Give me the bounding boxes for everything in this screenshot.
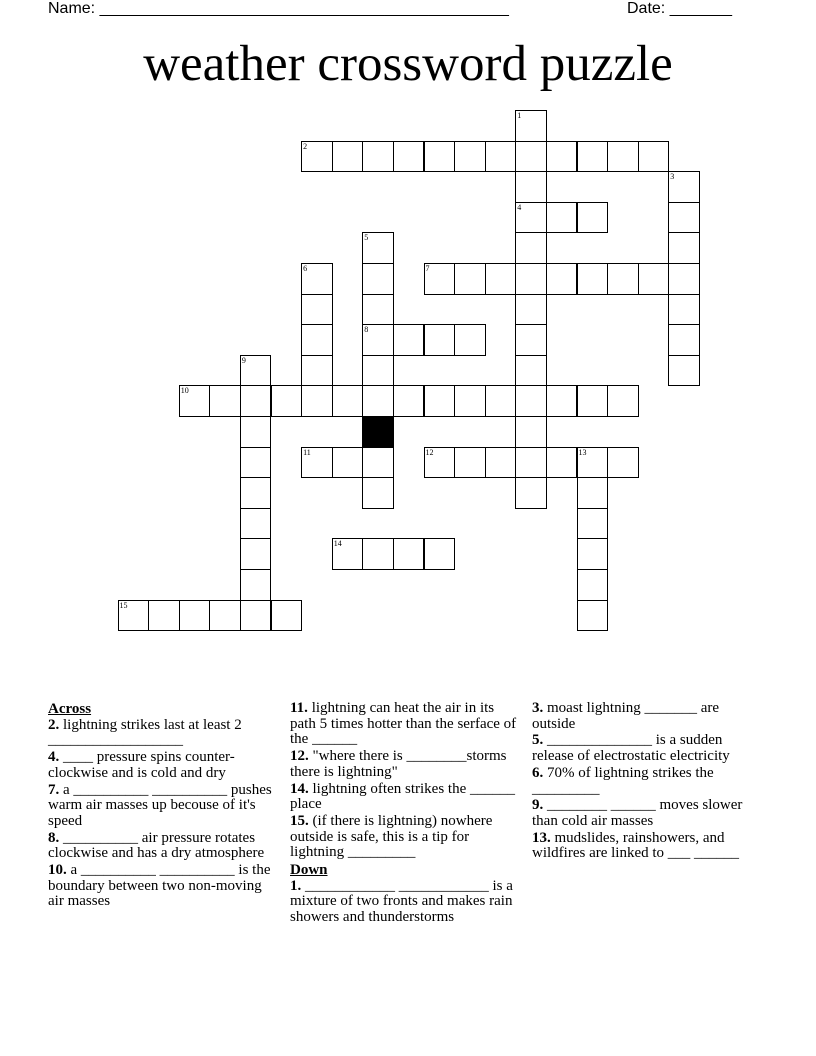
grid-cell[interactable] xyxy=(607,141,639,173)
grid-cell[interactable] xyxy=(668,294,700,326)
clue-number-label: 7 xyxy=(425,264,430,273)
grid-cell[interactable] xyxy=(362,263,394,295)
grid-cell[interactable] xyxy=(424,538,456,570)
clue-number: 15. xyxy=(290,812,309,829)
grid-cell[interactable] xyxy=(515,477,547,509)
grid-cell[interactable] xyxy=(301,263,333,295)
grid-cell[interactable] xyxy=(515,232,547,264)
clue-across-11 xyxy=(290,701,522,748)
clue-across-7 xyxy=(48,783,278,830)
grid-cell[interactable] xyxy=(240,538,272,570)
clue-text: moast lightning _______ are outside xyxy=(532,700,720,732)
grid-cell[interactable] xyxy=(424,447,456,479)
clue-number-label: 11 xyxy=(303,447,311,457)
grid-cell[interactable] xyxy=(301,447,333,479)
clue-number: 3. xyxy=(532,700,544,716)
clue-number: 14. xyxy=(290,780,309,797)
grid-cell[interactable] xyxy=(454,324,486,356)
grid-cell[interactable] xyxy=(515,202,547,234)
grid-cell[interactable] xyxy=(240,447,272,479)
clue-text: ________ ______ moves slower than cold air masses xyxy=(532,797,743,829)
grid-cell[interactable] xyxy=(240,477,272,509)
grid-cell[interactable] xyxy=(362,232,394,264)
grid-cell[interactable] xyxy=(668,263,700,295)
grid-cell[interactable] xyxy=(454,447,486,479)
grid-cell[interactable] xyxy=(577,202,609,234)
grid-cell[interactable] xyxy=(209,385,241,417)
date-field: Date: _______ xyxy=(627,0,732,17)
clue-number-label: 15 xyxy=(119,600,128,610)
grid-cell[interactable] xyxy=(668,232,700,264)
grid-cell[interactable] xyxy=(577,600,609,632)
grid-cell[interactable] xyxy=(638,263,670,295)
grid-cell[interactable] xyxy=(485,263,517,295)
down-heading: Down xyxy=(290,862,328,879)
grid-cell[interactable] xyxy=(546,263,578,295)
grid-cell[interactable] xyxy=(515,416,547,448)
grid-cell[interactable] xyxy=(515,385,547,417)
page-title: weather crossword puzzle xyxy=(143,36,673,92)
clue-across-4 xyxy=(48,750,278,781)
grid-cell[interactable] xyxy=(271,385,303,417)
grid-cell[interactable] xyxy=(638,141,670,173)
clue-across-2 xyxy=(48,718,278,749)
grid-cell[interactable] xyxy=(424,385,456,417)
grid-cell[interactable] xyxy=(240,600,272,632)
grid-cell[interactable] xyxy=(515,263,547,295)
clues-column-1 xyxy=(48,701,278,911)
grid-cell[interactable] xyxy=(362,294,394,326)
grid-cell[interactable] xyxy=(240,385,272,417)
grid-cell[interactable] xyxy=(515,355,547,387)
clue-number-label: 14 xyxy=(333,539,342,549)
grid-cell[interactable] xyxy=(668,324,700,356)
grid-cell[interactable] xyxy=(362,324,394,356)
grid-cell[interactable] xyxy=(485,141,517,173)
clue-number-label: 4 xyxy=(517,202,522,212)
grid-cell[interactable] xyxy=(393,324,425,356)
grid-cell[interactable] xyxy=(240,569,272,601)
grid-cell[interactable] xyxy=(301,294,333,326)
grid-cell[interactable] xyxy=(515,110,547,142)
clue-across-10 xyxy=(48,863,278,910)
grid-cell[interactable] xyxy=(332,141,364,173)
grid-cell[interactable] xyxy=(577,477,609,509)
clue-number-label: 9 xyxy=(241,355,246,365)
clue-down-5 xyxy=(532,733,762,764)
name-field: Name: ______________________________________________ xyxy=(48,0,509,17)
clue-across-8 xyxy=(48,831,278,862)
grid-cell[interactable] xyxy=(577,538,609,570)
grid-cell[interactable] xyxy=(362,447,394,479)
grid-cell[interactable] xyxy=(301,385,333,417)
grid-cell[interactable] xyxy=(301,324,333,356)
grid-cell[interactable] xyxy=(515,171,547,203)
grid-cell[interactable] xyxy=(179,385,211,417)
clue-down-1 xyxy=(290,879,522,926)
clue-across-14 xyxy=(290,782,522,813)
clue-text: ______________ is a sudden release of electrostatic electricity xyxy=(532,732,730,765)
clue-down-13 xyxy=(532,831,762,862)
clue-number: 8. xyxy=(48,829,60,846)
grid-cell[interactable] xyxy=(515,324,547,356)
grid-cell[interactable] xyxy=(240,416,272,448)
clue-text: lightning often strikes the ______ place xyxy=(290,780,515,813)
grid-cell[interactable] xyxy=(454,141,486,173)
clue-down-9 xyxy=(532,798,762,829)
grid-cell[interactable] xyxy=(240,355,272,387)
clue-text: ____________ ____________ is a mixture of two fronts and makes rain showers and thunderstorms xyxy=(290,877,513,926)
grid-cell[interactable] xyxy=(515,141,547,173)
grid-cell[interactable] xyxy=(301,355,333,387)
grid-cell[interactable] xyxy=(515,294,547,326)
grid-cell[interactable] xyxy=(668,355,700,387)
clue-text: lightning can heat the air in its path 5 times hotter than the serface of the ______ xyxy=(290,700,517,748)
clues-column-3 xyxy=(532,701,762,863)
grid-cell[interactable] xyxy=(301,141,333,173)
grid-cell[interactable] xyxy=(546,385,578,417)
grid-cell[interactable] xyxy=(393,141,425,173)
clue-across-12 xyxy=(290,749,522,780)
clue-number: 1. xyxy=(290,877,302,894)
grid-cell[interactable] xyxy=(271,600,303,632)
clue-number: 5. xyxy=(532,732,544,749)
grid-cell[interactable] xyxy=(118,600,150,632)
black-grid-cell xyxy=(362,416,394,448)
grid-cell[interactable] xyxy=(424,324,456,356)
grid-cell[interactable] xyxy=(577,385,609,417)
across-heading: Across xyxy=(48,701,92,717)
clue-number: 10. xyxy=(48,862,67,879)
grid-cell[interactable] xyxy=(362,141,394,173)
clue-number: 13. xyxy=(532,829,551,846)
clue-number-label: 5 xyxy=(364,233,369,243)
grid-cell[interactable] xyxy=(332,447,364,479)
grid-cell[interactable] xyxy=(515,447,547,479)
grid-cell[interactable] xyxy=(577,263,609,295)
grid-cell[interactable] xyxy=(362,385,394,417)
clue-number: 12. xyxy=(290,748,309,765)
grid-cell[interactable] xyxy=(393,385,425,417)
grid-cell[interactable] xyxy=(332,538,364,570)
grid-cell[interactable] xyxy=(148,600,180,632)
grid-cell[interactable] xyxy=(668,171,700,203)
clue-number-label: 10 xyxy=(180,386,189,396)
grid-cell[interactable] xyxy=(485,447,517,479)
grid-cell[interactable] xyxy=(668,202,700,234)
grid-cell[interactable] xyxy=(577,569,609,601)
clue-text: a __________ __________ is the boundary between two non-moving air masses xyxy=(48,862,271,910)
grid-cell[interactable] xyxy=(332,385,364,417)
grid-cell[interactable] xyxy=(240,508,272,540)
grid-cell[interactable] xyxy=(424,263,456,295)
grid-cell[interactable] xyxy=(362,538,394,570)
clue-number-label: 3 xyxy=(670,172,675,182)
clue-number: 7. xyxy=(48,781,60,798)
clue-number: 4. xyxy=(48,749,60,766)
clue-number-label: 6 xyxy=(303,264,308,273)
grid-cell[interactable] xyxy=(577,447,609,479)
clue-number: 6. xyxy=(532,764,544,781)
grid-cell[interactable] xyxy=(546,202,578,234)
clue-number: 9. xyxy=(532,797,544,814)
clue-text: __________ air pressure rotates clockwise and has a dry atmosphere xyxy=(48,829,265,862)
clue-number-label: 13 xyxy=(578,447,587,457)
clue-text: mudslides, rainshowers, and wildfires are linked to ___ ______ xyxy=(532,829,740,862)
grid-cell[interactable] xyxy=(577,508,609,540)
clue-text: 70% of lightning strikes the _________ xyxy=(532,764,714,797)
grid-cell[interactable] xyxy=(362,477,394,509)
grid-cell[interactable] xyxy=(607,263,639,295)
clue-number-label: 8 xyxy=(364,325,369,335)
clue-number: 2. xyxy=(48,716,60,733)
grid-cell[interactable] xyxy=(362,355,394,387)
clue-text: "where there is ________storms there is lightning" xyxy=(290,748,507,780)
clue-text: ____ pressure spins counter-clockwise and is cold and dry xyxy=(48,749,235,781)
grid-cell[interactable] xyxy=(546,447,578,479)
grid-cell[interactable] xyxy=(577,141,609,173)
clue-text: (if there is lightning) nowhere outside is safe, this is a tip for lightning _________ xyxy=(290,812,493,861)
grid-cell[interactable] xyxy=(454,263,486,295)
grid-cell[interactable] xyxy=(607,385,639,417)
clue-text: a __________ __________ pushes warm air masses up becouse of it's speed xyxy=(48,781,272,829)
grid-cell[interactable] xyxy=(393,538,425,570)
grid-cell[interactable] xyxy=(424,141,456,173)
clue-text: lightning strikes last at least 2 __________________ xyxy=(48,716,242,749)
clue-down-3 xyxy=(532,701,762,732)
grid-cell[interactable] xyxy=(209,600,241,632)
clue-number-label: 2 xyxy=(303,141,308,151)
clue-number-label: 12 xyxy=(425,447,434,457)
clue-number-label: 1 xyxy=(517,111,522,120)
grid-cell[interactable] xyxy=(485,385,517,417)
clue-number: 11. xyxy=(290,700,308,716)
clue-across-15 xyxy=(290,814,522,861)
clue-down-6 xyxy=(532,766,762,797)
clues-column-2 xyxy=(290,701,522,927)
grid-cell[interactable] xyxy=(454,385,486,417)
grid-cell[interactable] xyxy=(546,141,578,173)
grid-cell[interactable] xyxy=(607,447,639,479)
grid-cell[interactable] xyxy=(179,600,211,632)
